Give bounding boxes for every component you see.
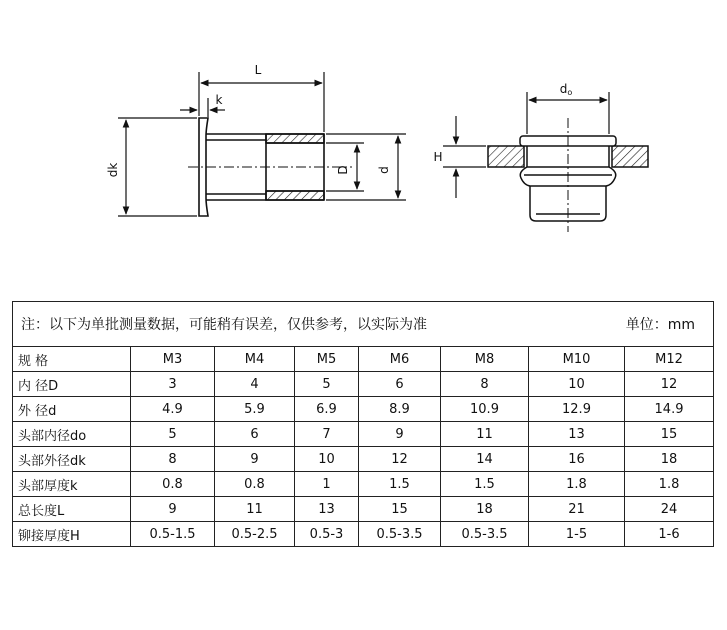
dim-dk <box>118 118 197 216</box>
table-cell: 8 <box>131 447 215 472</box>
table-cell: 1.5 <box>441 472 529 497</box>
row-label: 铆接厚度H <box>13 522 131 547</box>
label-k: k <box>215 93 223 107</box>
table-cell: 21 <box>529 497 625 522</box>
table-cell: 0.8 <box>131 472 215 497</box>
row-label: 头部外径dk <box>13 447 131 472</box>
row-label: 内 径D <box>13 372 131 397</box>
table-cell: 0.5-3.5 <box>441 522 529 547</box>
note-row <box>13 302 714 347</box>
table-cell: 5 <box>295 372 359 397</box>
table-row <box>13 522 714 547</box>
table-cell: 7 <box>295 422 359 447</box>
table-cell: 1.8 <box>625 472 714 497</box>
table-cell: 12 <box>359 447 441 472</box>
table-cell: 18 <box>625 447 714 472</box>
table-cell: 5.9 <box>215 397 295 422</box>
table-cell: 0.5-3.5 <box>359 522 441 547</box>
label-H: H <box>433 150 443 164</box>
header-cell: M8 <box>441 347 529 372</box>
table-cell: 13 <box>295 497 359 522</box>
table-cell: 1-5 <box>529 522 625 547</box>
table-cell: 13 <box>529 422 625 447</box>
row-label: 头部内径do <box>13 422 131 447</box>
specification-table <box>12 301 714 547</box>
table-cell: 6 <box>359 372 441 397</box>
technical-drawing <box>0 0 727 290</box>
table-cell: 9 <box>359 422 441 447</box>
table-row <box>13 497 714 522</box>
table-cell: 5 <box>131 422 215 447</box>
table-cell: 16 <box>529 447 625 472</box>
table-cell: 4.9 <box>131 397 215 422</box>
header-cell: M4 <box>215 347 295 372</box>
table-cell: 10.9 <box>441 397 529 422</box>
header-cell: M5 <box>295 347 359 372</box>
table-cell: 6 <box>215 422 295 447</box>
table-cell: 8.9 <box>359 397 441 422</box>
table-cell: 12 <box>625 372 714 397</box>
table-cell: 11 <box>215 497 295 522</box>
header-row <box>13 347 714 372</box>
table-row <box>13 422 714 447</box>
table-cell: 9 <box>131 497 215 522</box>
table-cell: 14 <box>441 447 529 472</box>
table-cell: 11 <box>441 422 529 447</box>
label-dk: dk <box>106 162 120 178</box>
table-row <box>13 397 714 422</box>
row-label: 头部厚度k <box>13 472 131 497</box>
label-L: L <box>254 63 262 77</box>
table-cell: 18 <box>441 497 529 522</box>
label-do: do <box>559 82 573 97</box>
table-row <box>13 447 714 472</box>
table-row <box>13 472 714 497</box>
table-cell: 15 <box>625 422 714 447</box>
table-cell: 10 <box>529 372 625 397</box>
table-cell: 9 <box>215 447 295 472</box>
header-cell: 规 格 <box>13 347 131 372</box>
dim-H <box>443 116 486 198</box>
table-cell: 6.9 <box>295 397 359 422</box>
table-cell: 1.8 <box>529 472 625 497</box>
unit-label: 单位：mm <box>625 317 696 333</box>
header-cell: M12 <box>625 347 714 372</box>
table-cell: 8 <box>441 372 529 397</box>
table-cell: 1.5 <box>359 472 441 497</box>
table-cell: 0.5-2.5 <box>215 522 295 547</box>
header-cell: M3 <box>131 347 215 372</box>
table-note: 注：以下为单批测量数据，可能稍有误差，仅供参考，以实际为准 <box>21 317 427 333</box>
label-d: d <box>377 166 391 174</box>
header-cell: M10 <box>529 347 625 372</box>
row-label: 总长度L <box>13 497 131 522</box>
table-cell: 14.9 <box>625 397 714 422</box>
label-D: D <box>336 165 350 175</box>
table-cell: 24 <box>625 497 714 522</box>
header-cell: M6 <box>359 347 441 372</box>
table-cell: 10 <box>295 447 359 472</box>
table-cell: 0.5-3 <box>295 522 359 547</box>
table-cell: 15 <box>359 497 441 522</box>
table-cell: 12.9 <box>529 397 625 422</box>
table-cell: 4 <box>215 372 295 397</box>
table-cell: 0.5-1.5 <box>131 522 215 547</box>
table-cell: 3 <box>131 372 215 397</box>
table-cell: 1 <box>295 472 359 497</box>
row-label: 外 径d <box>13 397 131 422</box>
table-cell: 0.8 <box>215 472 295 497</box>
table-row <box>13 372 714 397</box>
table-cell: 1-6 <box>625 522 714 547</box>
